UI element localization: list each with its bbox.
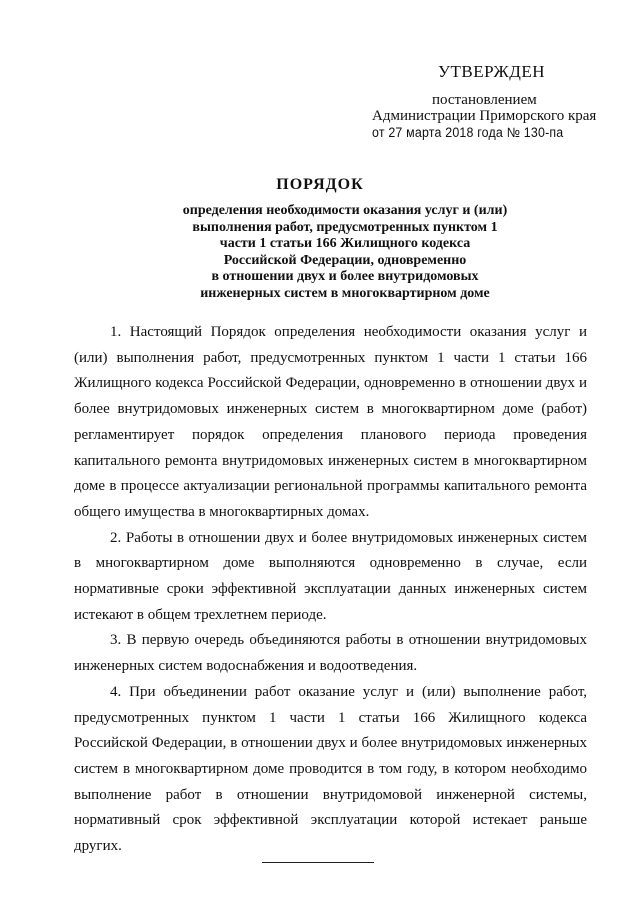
subtitle-line: в отношении двух и более внутридомовых [211,269,479,284]
approved-heading: УТВЕРЖДЕН [438,62,545,81]
document-body [74,320,587,860]
paragraph-4: 4. При объединении работ оказание услуг и (или) выполнение работ, предусмотренных пунктом 1 части 1 статьи 166 Жилищного кодекса Российской Федерации, в отношении двух и более внутридомовых инженерных систем в многоквартирном доме проводится в том году, в котором необходимо выполнение работ в отношении внутридомовой инженерной системы, нормативный срок эффективной эксплуатации которой истекает раньше других. [74,683,587,855]
subtitle-line: части 1 статьи 166 Жилищного кодекса [219,236,471,251]
approval-stamp-line-3: от 27 марта 2018 года № 130-па [372,125,564,140]
approval-stamp-line-2: Администрации Приморского края [372,108,597,124]
paragraph-1: 1. Настоящий Порядок определения необходимости оказания услуг и (или) выполнения работ, предусмотренных пунктом 1 части 1 статьи 166 Жилищного кодекса Российской Федерации, одновременно в отношении двух и более внутридомовых инженерных систем в многоквартирном доме (работ) регламентирует порядок определения планового периода проведения капитального ремонта внутридомовых инженерных систем в многоквартирном доме в процессе актуализации региональной программы капитального ремонта общего имущества в многоквартирных домах. [74,324,587,520]
subtitle-line: инженерных систем в многоквартирном доме [200,285,490,301]
paragraph-2: 2. Работы в отношении двух и более внутридомовых инженерных систем в многоквартирном доме выполняются одновременно в случае, если нормативные сроки эффективной эксплуатации данных инженерных систем истекают в общем трехлетнем периоде. [74,529,587,623]
paragraph-3: 3. В первую очередь объединяются работы в отношении внутридомовых инженерных систем водоснабжения и водоотведения. [74,632,587,675]
document-subtitle [140,203,550,302]
approval-stamp-line-1: постановлением [432,92,537,108]
subtitle-line: Российской Федерации, одновременно [223,252,467,268]
document-title: ПОРЯДОК [276,176,364,193]
end-of-document-rule [262,862,374,863]
subtitle-line: определения необходимости оказания услуг и (или) [182,203,508,218]
subtitle-line: выполнения работ, предусмотренных пунктом 1 [192,219,498,235]
